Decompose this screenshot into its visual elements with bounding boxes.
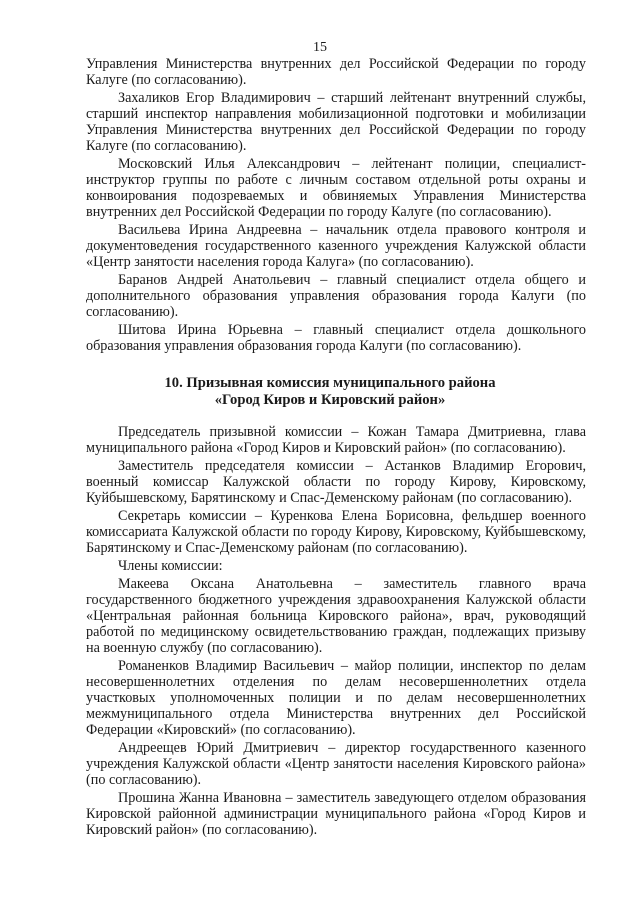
- section-heading-line-2: «Город Киров и Кировский район»: [214, 392, 446, 408]
- commission-members-list: [86, 424, 586, 840]
- top-members-list: [86, 56, 586, 356]
- section-heading-line-1: 10. Призывная комиссия муниципального района: [164, 375, 496, 391]
- paragraph-member: Васильева Ирина Андреевна – начальник отдела правового контроля и документоведения государственного казенного учреждения Калужской области «Центр занятости населения города Калуга» (по согласованию).: [86, 222, 586, 270]
- paragraph-chairman: Председатель призывной комиссии – Кожан Тамара Дмитриевна, глава муниципального района «Город Киров и Кировский район» (по согласованию).: [86, 424, 586, 456]
- paragraph-member: Макеева Оксана Анатольевна – заместитель главного врача государственного бюджетного учреждения здравоохранения Калужской области «Центральная районная больница Кировского района», врач, руководящий работой по медицинскому освидетельствованию граждан, подлежащих призыву на военную службу (по согласованию).: [86, 576, 586, 656]
- paragraph-member: Романенков Владимир Васильевич – майор полиции, инспектор по делам несовершеннолетних отделения по делам несовершеннолетних отдела участковых уполномоченных полиции и по делам несовершеннолетних межмуниципального отдела Министерства внутренних дел Российской Федерации «Кировский» (по согласованию).: [86, 658, 586, 738]
- paragraph-member: Шитова Ирина Юрьевна – главный специалист отдела дошкольного образования управления образования города Калуги (по согласованию).: [86, 322, 586, 354]
- paragraph-member: Андреещев Юрий Дмитриевич – директор государственного казенного учреждения Калужской области «Центр занятости населения Кировского района» (по согласованию).: [86, 740, 586, 788]
- paragraph-members-label: Члены комиссии:: [118, 558, 223, 574]
- paragraph-continuation: Управления Министерства внутренних дел Российской Федерации по городу Калуге (по согласованию).: [86, 56, 586, 88]
- paragraph-member: Захаликов Егор Владимирович – старший лейтенант внутренний службы, старший инспектор направления мобилизационной подготовки и мобилизации Управления Министерства внутренних дел Российской Федерации по городу Калуге (по согласованию).: [86, 90, 586, 154]
- paragraph-member: Баранов Андрей Анатольевич – главный специалист отдела общего и дополнительного образования управления образования города Калуги (по согласованию).: [86, 272, 586, 320]
- paragraph-member: Прошина Жанна Ивановна – заместитель заведующего отделом образования Кировской районной администрации муниципального района «Город Киров и Кировский район» (по согласованию).: [86, 790, 586, 838]
- paragraph-member: Московский Илья Александрович – лейтенант полиции, специалист-инструктор группы по работе с личным составом отдельной роты охраны и конвоирования подозреваемых и обвиняемых Управления Министерства внутренних дел Российской Федерации по городу Калуге (по согласованию).: [86, 156, 586, 220]
- section-heading: [80, 375, 580, 409]
- page-number: 15: [313, 40, 327, 55]
- paragraph-secretary: Секретарь комиссии – Куренкова Елена Борисовна, фельдшер военного комиссариата Калужской области по городу Кирову, Кировскому, Куйбышевскому, Барятинскому и Спас-Деменскому районам (по согласованию).: [86, 508, 586, 556]
- paragraph-deputy-chairman: Заместитель председателя комиссии – Астанков Владимир Егорович, военный комиссар Калужской области по городу Кирову, Кировскому, Куйбышевскому, Барятинскому и Спас-Деменскому районам (по согласованию).: [86, 458, 586, 506]
